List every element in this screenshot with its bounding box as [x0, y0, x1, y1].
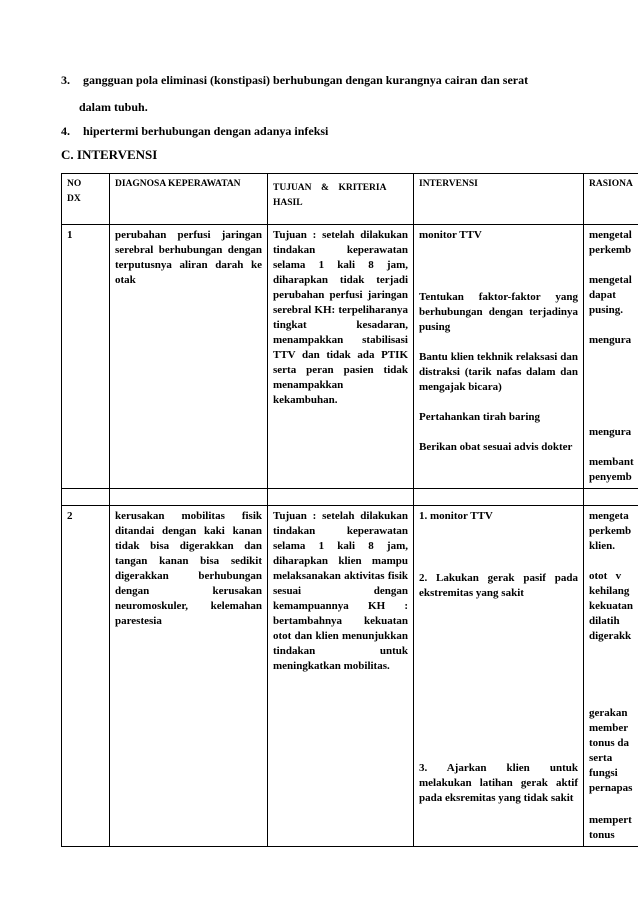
rasional-text: pusing.	[589, 304, 623, 316]
intervensi-item: monitor TTV	[419, 229, 482, 241]
rasional-text: serta	[589, 752, 613, 764]
rasional-text: perkemb	[589, 525, 632, 537]
rasional-text: perkemb	[589, 244, 632, 256]
table-row	[62, 225, 638, 489]
rasional-text: membant	[589, 456, 634, 468]
header-intervensi: INTERVENSI	[414, 174, 584, 225]
rasional-text: klien.	[589, 540, 615, 552]
rasional-text: kekuatan	[589, 600, 634, 612]
cell-rasional	[584, 225, 638, 489]
cell-no: 1	[62, 225, 110, 489]
header-text: DX	[67, 194, 81, 204]
list-item-text: hipertermi berhubungan dengan adanya infeksi	[83, 124, 329, 138]
cell-tujuan: Tujuan : setelah dilakukan tindakan keperawatan selama 1 kali 8 jam, diharapkan klien mampu melaksanakan aktivitas fisik sesuai dengan kemampuannya KH : bertambahnya kekuatan otot dan klien menunjukkan tindakan untuk meningkatkan mobilitas.	[268, 506, 414, 847]
table-spacer-row	[62, 489, 638, 506]
intervensi-item: 2. Lakukan gerak pasif pada ekstremitas yang sakit	[419, 572, 578, 599]
header-diagnosa: DIAGNOSA KEPERAWATAN	[110, 174, 268, 225]
rasional-text: digerakk	[589, 630, 632, 642]
rasional-text: mempert	[589, 814, 632, 826]
rasional-text: gerakan	[589, 707, 628, 719]
section-title: C. INTERVENSI	[61, 147, 158, 162]
list-item-number: 4.	[61, 124, 70, 138]
header-no-dx	[62, 174, 110, 225]
cell-diagnosa: perubahan perfusi jaringan serebral berhubungan dengan terputusnya aliran darah ke otak	[110, 225, 268, 489]
header-tujuan	[268, 174, 414, 225]
rasional-text: fungsi	[589, 767, 618, 779]
intervensi-item: Berikan obat sesuai advis dokter	[419, 441, 573, 453]
intervensi-item: Pertahankan tirah baring	[419, 411, 541, 423]
cell-rasional	[584, 506, 638, 847]
rasional-text: kehilang	[589, 585, 630, 597]
intervensi-item: Tentukan faktor-faktor yang berhubungan dengan terjadinya pusing	[419, 291, 578, 333]
rasional-text: mengura	[589, 334, 632, 346]
list-item-text: gangguan pola eliminasi (konstipasi) berhubungan dengan kurangnya cairan dan serat	[83, 73, 529, 87]
rasional-text: penyemb	[589, 471, 632, 483]
header-text: NO	[67, 179, 82, 189]
rasional-text: member	[589, 722, 629, 734]
rasional-text: dilatih	[589, 615, 620, 627]
rasional-text: otot v	[589, 570, 622, 582]
rasional-text: tonus	[589, 829, 615, 841]
rasional-text: mengetal	[589, 274, 632, 286]
intervensi-item: Bantu klien tekhnik relaksasi dan distraksi (tarik nafas dalam dan mengajak bicara)	[419, 351, 578, 393]
cell-tujuan: Tujuan : setelah dilakukan tindakan keperawatan selama 1 kali 8 jam, diharapkan tidak terjadi perubahan perfusi jaringan serebral KH: terpeliharanya tingkat kesadaran, menampakkan stabilisasi TTV dan tidak ada PTIK serta peran pasien tidak menampakkan kekambuhan.	[268, 225, 414, 489]
intervensi-item: 1. monitor TTV	[419, 510, 493, 522]
table-row	[62, 506, 638, 847]
intervensi-item: 3. Ajarkan klien untuk melakukan latihan gerak aktif pada eksremitas yang tidak sakit	[419, 762, 578, 804]
table-header-row	[62, 174, 638, 225]
rasional-text: pernapas	[589, 782, 633, 794]
list-item-text: dalam tubuh.	[79, 100, 148, 114]
header-text: TUJUAN & KRITERIA	[273, 183, 387, 193]
list-item-3	[61, 73, 528, 88]
header-text: HASIL	[273, 198, 303, 208]
list-item-3-continued	[79, 100, 148, 115]
list-item-4	[61, 124, 328, 139]
rasional-text: mengetal	[589, 229, 632, 241]
rasional-text: tonus da	[589, 737, 630, 749]
rasional-text: mengura	[589, 426, 632, 438]
cell-intervensi	[414, 225, 584, 489]
cell-no: 2	[62, 506, 110, 847]
header-rasional: RASIONA	[584, 174, 638, 225]
rasional-text: dapat	[589, 289, 616, 301]
rasional-text: mengeta	[589, 510, 629, 522]
intervention-table	[61, 173, 638, 847]
cell-diagnosa: kerusakan mobilitas fisik ditandai dengan kaki kanan tidak bisa digerakkan dan tangan kanan bisa sedikit digerakkan berhubungan dengan kerusakan neuromoskuler, kelemahan parestesia	[110, 506, 268, 847]
cell-intervensi	[414, 506, 584, 847]
list-item-number: 3.	[61, 73, 70, 87]
